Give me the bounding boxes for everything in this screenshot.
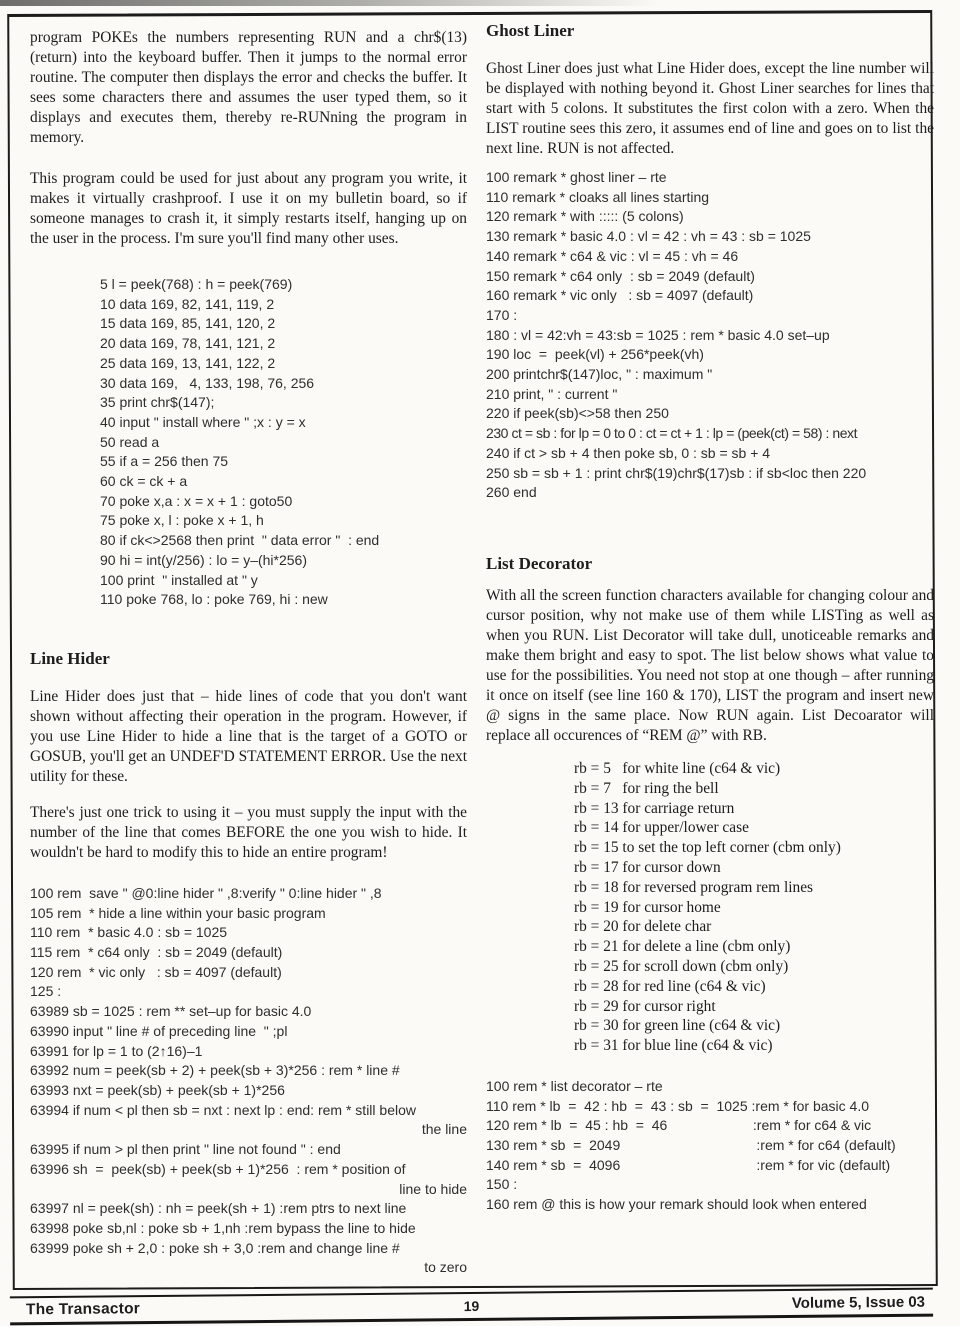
body-paragraph: With all the screen function characters available for changing colour and cursor position, why not make use of them while LISTing as well as when you RUN. List Decorator will take dull, unoticeable remarks and make them bright and easy to spot. The list below shows what value to use for the possibilities. You need not stop at one though – after running it once on itself (see line 160 & 170), LIST the program and insert new @ signs in the same place. Now RUN again. List Decoarator will replace all occurences of “REM @” with RB. [486,586,934,744]
rb-value-line: rb = 18 for reversed program rem lines [574,878,814,896]
rb-value-line: rb = 30 for green line (c64 & vic) [574,1017,781,1035]
code-line: 63995 if num > pl then print " line not found " : end [30,1141,341,1158]
code-line: 100 rem save " @0:line hider " ,8:verify " 0:line hider " ,8 [30,884,382,901]
rb-value-line: rb = 28 for red line (c64 & vic) [574,977,766,995]
code-line: 150 remark * c64 only : sb = 2049 (default) [486,267,755,284]
code-line: 200 printchr$(147)loc, " : maximum " [486,366,713,383]
code-line: 250 sb = sb + 1 : print chr$(19)chr$(17)sb : if sb<loc then 220 [486,464,867,481]
code-line: 160 rem @ this is how your remark should look when entered [486,1196,867,1213]
code-line: 30 data 169, 4, 133, 198, 76, 256 [100,374,315,391]
code-line: 63991 for lp = 1 to (2↑16)–1 [30,1042,203,1059]
rb-value-line: rb = 25 for scroll down (cbm only) [574,957,789,975]
left-column [30,20,467,1278]
code-line: to zero [424,1259,467,1276]
code-line: 125 : [30,983,62,1000]
code-line: 25 data 169, 13, 141, 122, 2 [100,354,276,371]
code-line: 100 remark * ghost liner – rte [486,169,667,185]
code-line: 110 remark * cloaks all lines starting [486,188,710,205]
rb-value-line: rb = 15 to set the top left corner (cbm only) [574,839,841,857]
code-line: 63999 poke sh + 2,0 : poke sh + 3,0 :rem and change line # [30,1239,400,1256]
code-line: 190 loc = peek(vl) + 256*peek(vh) [486,346,704,363]
rb-value-line: rb = 31 for blue line (c64 & vic) [574,1037,773,1055]
code-line: 180 : vl = 42:vh = 43:sb = 1025 : rem * basic 4.0 set–up [486,326,830,343]
section-heading-list-decorator: List Decorator [486,553,593,573]
code-line: 80 if ck<>2568 then print " data error " : end [100,532,380,549]
code-line: 120 remark * with ::::: (5 colons) [486,208,684,225]
code-line: 40 input " install where " ;x : y = x [100,413,306,430]
rb-value-line: rb = 21 for delete a line (cbm only) [574,938,791,956]
body-paragraph: Ghost Liner does just what Line Hider does, except the line number will be displayed with nothing beyond it. Ghost Liner searches for lines that start with 5 colons. It substitutes the first colon with a zero. When the LIST routine sees this zero, it assumes end of line and goes on to list the next line. RUN is not affected. [486,60,934,157]
body-paragraph: program POKEs the numbers representing RUN and a chr$(13) (return) into the keyboard buffer. Then it jumps to the normal error routine. The computer then displays the error and checks the buffer. It sees some characters there and assumes the user typed them, so it displays and executes them, thereby re-RUNning the program in memory. [30,29,467,146]
code-line: 63996 sh = peek(sb) + peek(sb + 1)*256 : rem * position of [30,1160,406,1177]
basic-listing-install [100,275,467,610]
code-line: 230 ct = sb : for lp = 0 to 0 : ct = ct + 1 : lp = (peek(ct) = 58) : next [486,425,858,442]
code-line: 160 remark * vic only : sb = 4097 (default) [486,287,754,304]
code-line: 63989 sb = 1025 : rem ** set–up for basic 4.0 [30,1003,312,1020]
code-line: 260 end [486,484,537,501]
code-line: 63997 nl = peek(sh) : nh = peek(sh + 1) :rem ptrs to next line [30,1200,407,1217]
basic-listing-list-decorator [486,1077,934,1215]
code-line: 5 l = peek(768) : h = peek(769) [100,276,293,292]
code-line: 90 hi = int(y/256) : lo = y–(hi*256) [100,551,308,568]
code-line: 35 print chr$(147); [100,394,215,411]
rb-value-line: rb = 29 for cursor right [574,997,716,1015]
code-line: 110 rem * lb = 42 : hb = 43 : sb = 1025 :rem * for basic 4.0 [486,1097,870,1114]
rb-value-line: rb = 17 for cursor down [574,858,721,876]
rb-value-line: rb = 5 for white line (c64 & vic) [574,759,781,777]
magazine-name: The Transactor [25,1300,141,1319]
page-footer [10,1288,933,1326]
code-line: 63993 nxt = peek(sb) + peek(sb + 1)*256 [30,1081,285,1098]
section-heading-ghost-liner: Ghost Liner [486,21,575,40]
code-line: 120 rem * vic only : sb = 4097 (default) [30,963,282,980]
rb-value-line: rb = 20 for delete char [574,918,712,936]
scan-artifact [0,0,660,6]
page-number: 19 [463,1297,480,1315]
code-line: 100 rem * list decorator – rte [486,1077,663,1094]
code-line: 50 read a [100,433,160,450]
body-paragraph: This program could be used for just about any program you write, it makes it virtually crashproof. I use it on my bulletin board, so if someone manages to crash it, it simply restarts itself, hanging up on the user in the process. I'm sure you'll find many other uses. [30,170,467,247]
code-line: 240 if ct > sb + 4 then poke sb, 0 : sb = sb + 4 [486,444,771,461]
basic-listing-line-hider [30,884,467,1278]
code-line: 110 poke 768, lo : poke 769, hi : new [100,591,328,608]
code-line: 140 remark * c64 & vic : vl = 45 : vh = 46 [486,247,739,264]
code-line: 15 data 169, 85, 141, 120, 2 [100,315,276,332]
code-line: 100 print " installed at " y [100,571,258,588]
code-line: 150 : [486,1176,518,1193]
rb-value-line: rb = 7 for ring the bell [574,779,719,797]
right-column [486,14,934,1215]
code-line: 63990 input " line # of preceding line " ;pl [30,1022,288,1039]
code-line: 130 remark * basic 4.0 : vl = 42 : vh = 43 : sb = 1025 [486,228,811,245]
section-heading-line-hider: Line Hider [30,648,110,668]
code-line: 120 rem * lb = 45 : hb = 46 :rem * for c64 & vic [486,1117,872,1134]
code-line: 20 data 169, 78, 141, 121, 2 [100,335,276,352]
basic-listing-ghost-liner [486,168,934,503]
code-line: 55 if a = 256 then 75 [100,453,229,470]
rb-value-list [574,759,934,1056]
body-paragraph: There's just one trick to using it – you must supply the input with the number of the line that comes BEFORE the one you wish to hide. It wouldn't be hard to modify this to hide an entire program! [30,803,467,861]
code-line: line to hide [399,1180,467,1197]
code-line: 75 poke x, l : poke x + 1, h [100,512,264,529]
code-line: 110 rem * basic 4.0 : sb = 1025 [30,924,228,941]
issue-label: Volume 5, Issue 03 [791,1293,926,1312]
code-line: 63998 poke sb,nl : poke sb + 1,nh :rem bypass the line to hide [30,1219,416,1236]
code-line: 63992 num = peek(sb + 2) + peek(sb + 3)*256 : rem * line # [30,1062,400,1079]
code-line: 60 ck = ck + a [100,473,188,490]
code-line: the line [421,1121,467,1138]
code-line: 115 rem * c64 only : sb = 2049 (default) [30,944,283,961]
body-paragraph: Line Hider does just that – hide lines of code that you don't want shown without affecting their operation in the program. However, if you use Line Hider to hide a line that is the target of a GOTO or GOSUB, you'll get an UNDEF'D STATEMENT ERROR. Use the next utility for these. [30,687,467,785]
code-line: 10 data 169, 82, 141, 119, 2 [100,295,275,312]
code-line: 70 poke x,a : x = x + 1 : goto50 [100,492,293,509]
rb-value-line: rb = 14 for upper/lower case [574,819,749,837]
code-line: 220 if peek(sb)<>58 then 250 [486,405,669,422]
rb-value-line: rb = 19 for cursor home [574,898,721,916]
code-line: 130 rem * sb = 2049 :rem * for c64 (default) [486,1137,896,1154]
code-line: 210 print, " : current " [486,385,618,402]
code-line: 170 : [486,306,518,323]
code-line: 140 rem * sb = 4096 :rem * for vic (default) [486,1156,891,1173]
rb-value-line: rb = 13 for carriage return [574,799,735,817]
code-line: 63994 if num < pl then sb = nxt : next lp : end: rem * still below [30,1101,416,1118]
code-line: 105 rem * hide a line within your basic program [30,904,326,921]
